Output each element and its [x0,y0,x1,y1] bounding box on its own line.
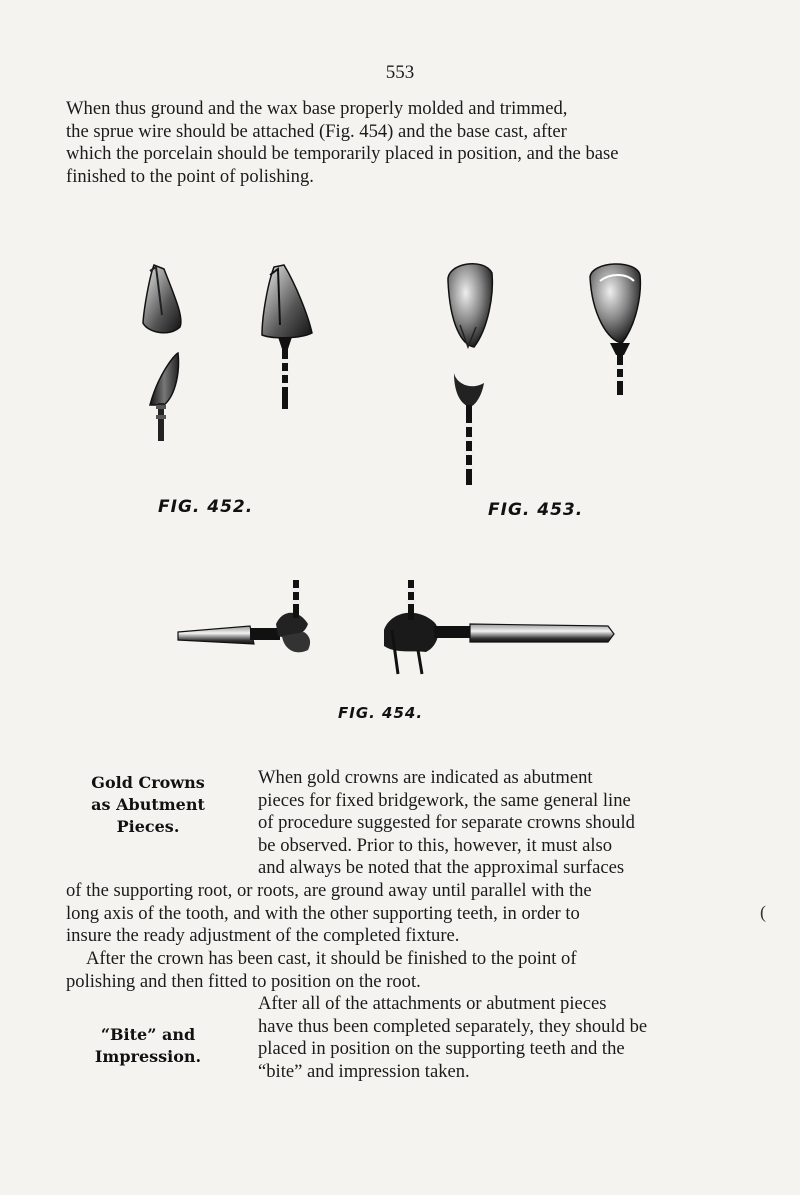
margin-note-bite-impression [68,1024,228,1068]
margin-note-line: as Abutment [91,795,205,814]
margin-note-line: “Bite” and [100,1025,196,1044]
sprue-former-left [178,580,310,652]
text-line: polishing and then fitted to position on the root. [66,970,421,992]
margin-mark: ( [760,902,766,922]
text-line: “bite” and impression taken. [258,1060,470,1082]
text-line: insure the ready adjustment of the completed fixture. [66,925,460,947]
text-line: and always be noted that the approximal surfaces [258,857,625,879]
fig-452-illustration [140,255,340,480]
text-line: have thus been completed separately, they should be [258,1015,648,1037]
incisor-left [448,264,492,485]
fig-452-caption: FIG. 452. [158,497,254,517]
text-line: be observed. Prior to this, however, it must also [258,834,613,856]
fig-454-illustration [170,570,630,690]
margin-note-line: Pieces. [116,817,180,836]
text-line: long axis of the tooth, and with the other supporting teeth, in order to [66,902,580,924]
page-number: 553 [385,62,415,83]
text-line: placed in position on the supporting teeth and the [258,1038,625,1060]
crown-left-lower [150,353,178,441]
text-line: After all of the attachments or abutment pieces [258,993,607,1014]
sprue-former-right [384,580,614,674]
margin-note-line: Impression. [94,1047,202,1066]
text-line: pieces for fixed bridgework, the same general line [258,789,631,811]
text-line: When thus ground and the wax base properly molded and trimmed, [66,98,568,119]
text-line: finished to the point of polishing. [66,165,314,187]
paragraph-gold-crowns-continued [66,880,592,948]
incisor-right [590,264,640,395]
text-line: which the porcelain should be temporarily placed in position, and the base [66,143,619,164]
paragraph-crown-cast [66,948,577,993]
text-line: When gold crowns are indicated as abutment [258,767,593,788]
fig-454-caption: FIG. 454. [338,704,424,722]
paragraph-intro [66,98,736,188]
text-line: the sprue wire should be attached (Fig. 454) and the base cast, after [66,120,567,142]
paragraph-bite-impression [258,993,647,1083]
fig-453-illustration [440,255,660,490]
text-line: of procedure suggested for separate crowns should [258,812,635,834]
text-line: of the supporting root, or roots, are ground away until parallel with the [66,880,592,901]
text-line: After the crown has been cast, it should be finished to the point of [86,948,577,969]
margin-note-line: Gold Crowns [91,773,205,792]
margin-note-gold-crowns [68,772,228,838]
crown-right [262,265,312,409]
fig-453-caption: FIG. 453. [488,500,584,520]
crown-left-upper [143,265,181,333]
paragraph-gold-crowns [258,767,635,880]
